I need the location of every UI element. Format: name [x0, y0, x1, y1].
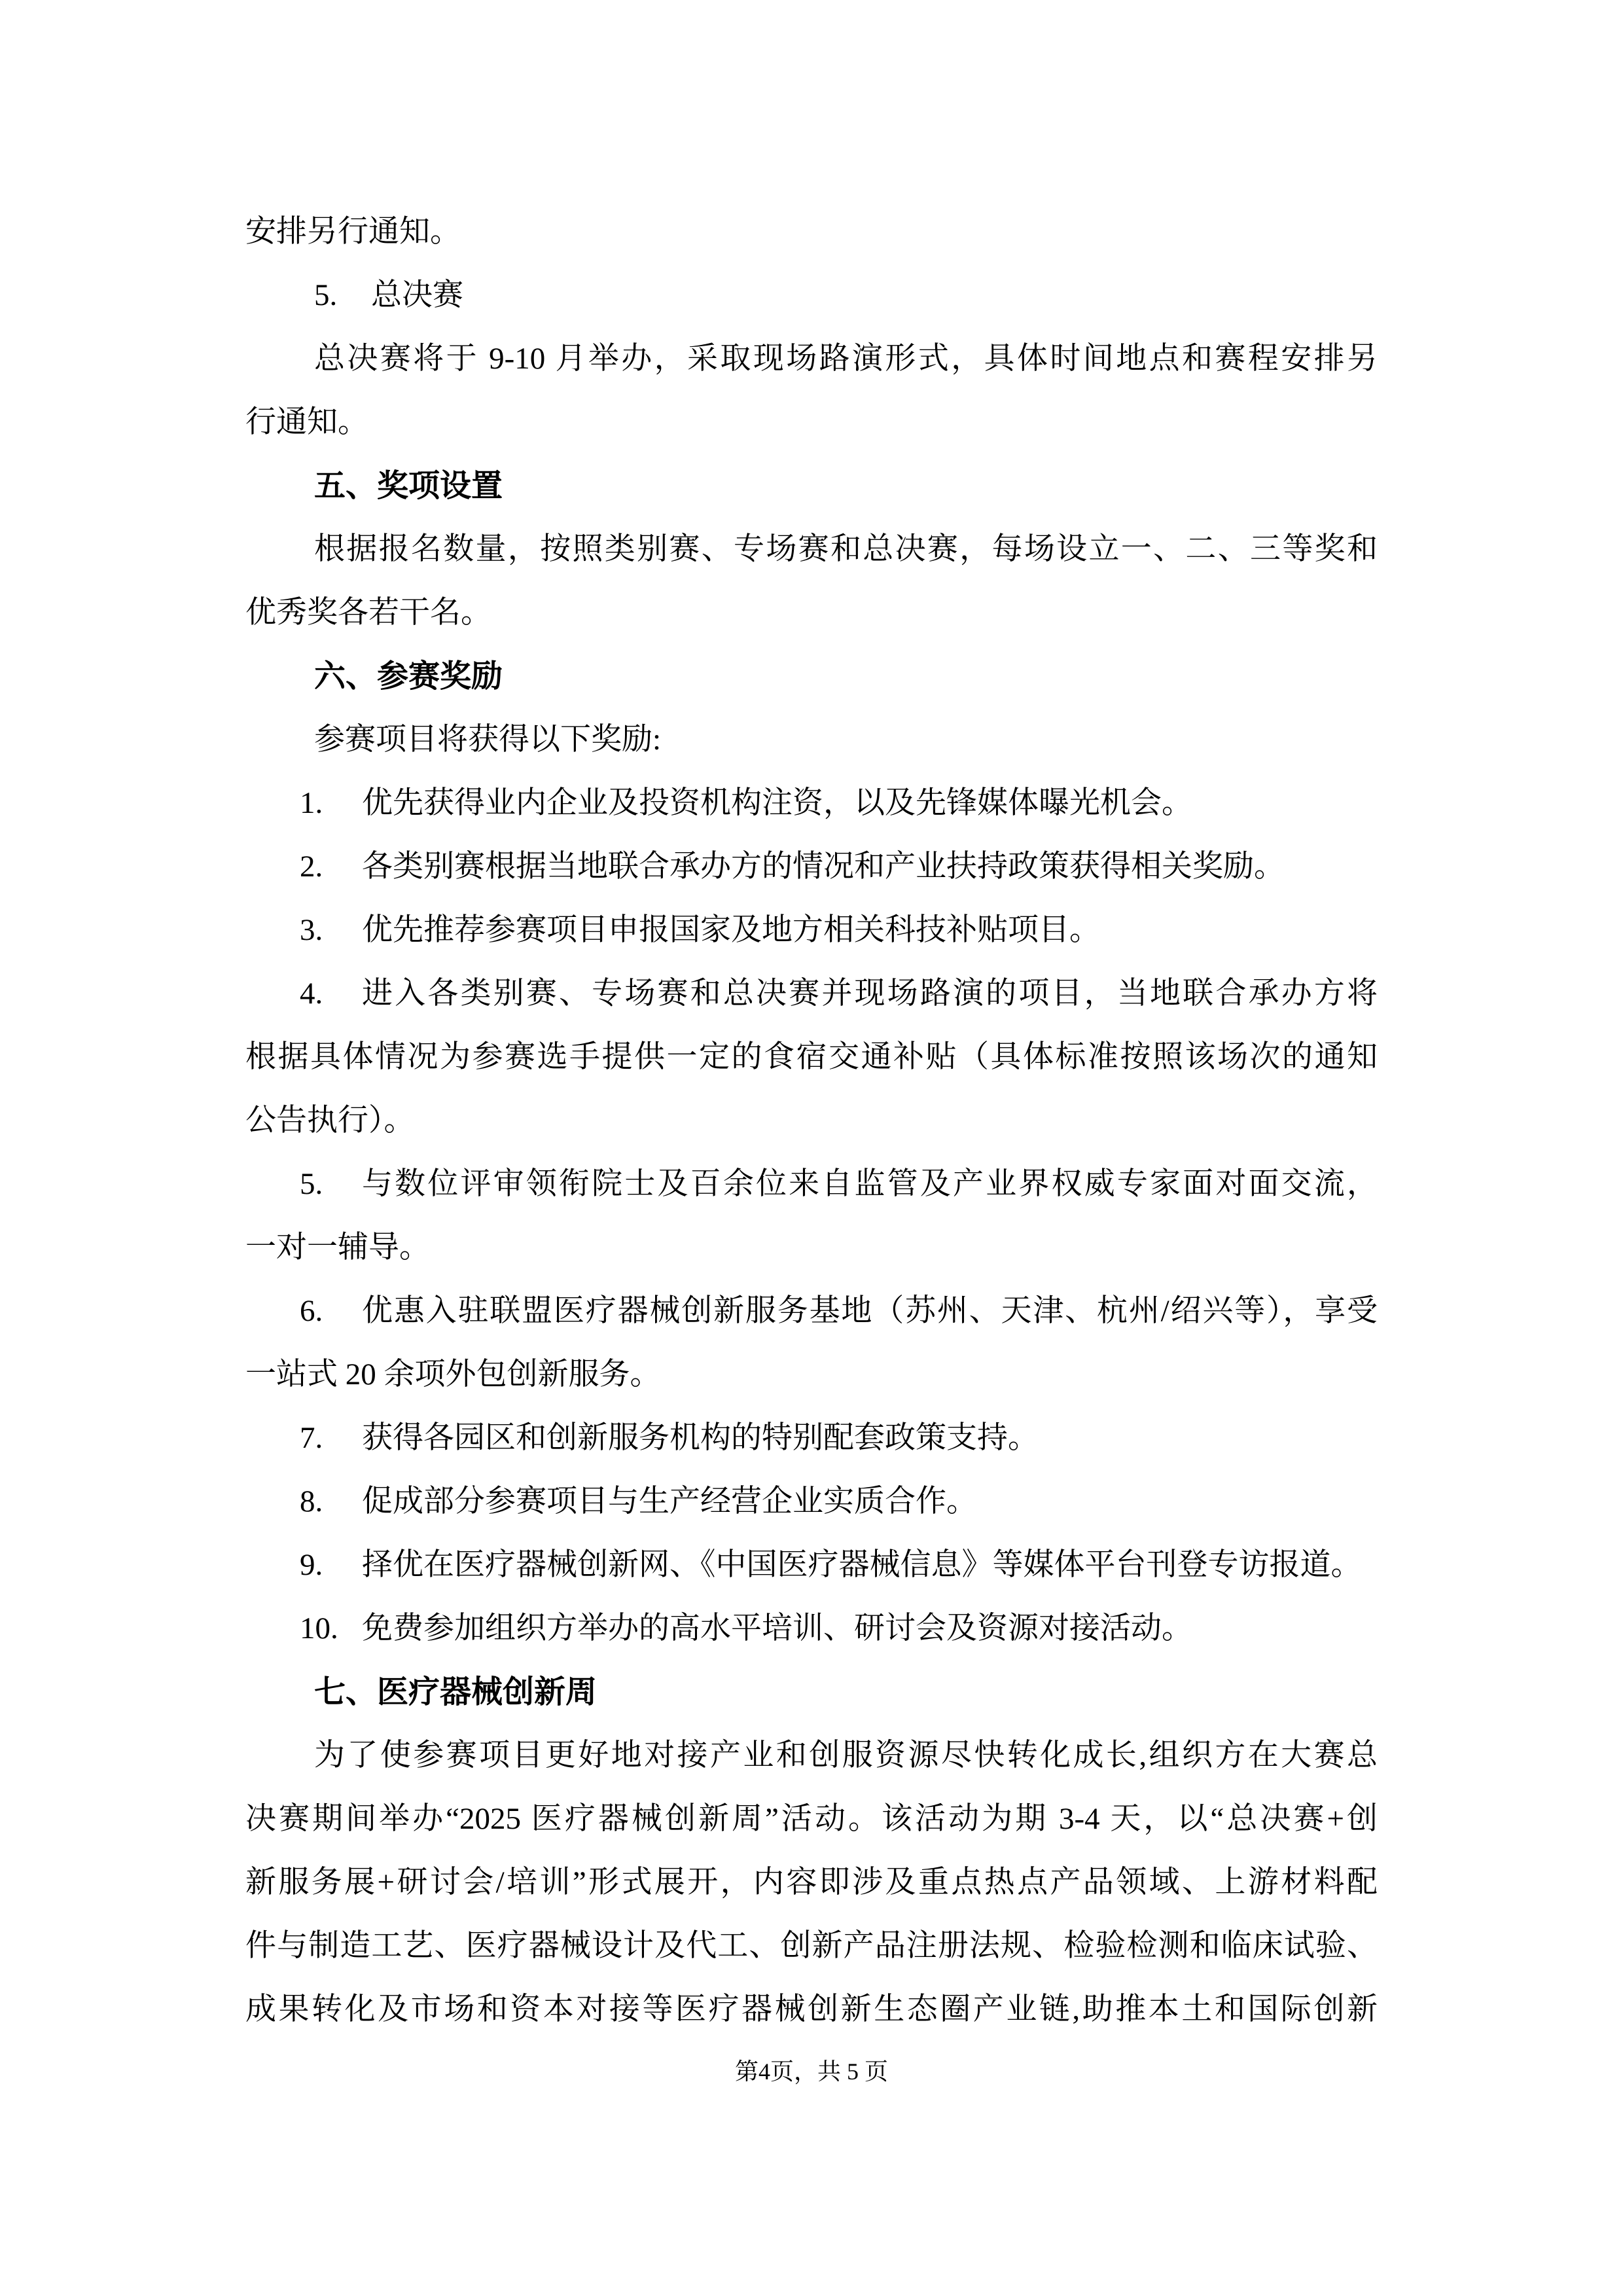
line-text: 与数位评审领衔院士及百余位来自监管及产业界权威专家面对面交流， — [362, 1167, 1378, 1201]
line-text: 优惠入驻联盟医疗器械创新服务基地（苏州、天津、杭州/绍兴等），享受 — [362, 1294, 1378, 1328]
list-number: 5. — [314, 278, 338, 312]
list-number: 3. — [300, 913, 323, 947]
text-line — [245, 1978, 1378, 2041]
text-line — [245, 1343, 1378, 1407]
list-number: 7. — [300, 1421, 323, 1455]
line-text: 成果转化及市场和资本对接等医疗器械创新生态圈产业链,助推本土和国际创新 — [245, 1992, 1378, 2026]
text-line — [245, 1026, 1378, 1089]
text-line — [245, 1787, 1378, 1851]
text-line — [245, 200, 1378, 264]
text-line — [245, 1153, 1378, 1216]
page-footer — [0, 2055, 1623, 2088]
text-line — [245, 1724, 1378, 1787]
text-line — [245, 1914, 1378, 1978]
line-text: 一对一辅导。 — [245, 1230, 430, 1265]
line-text: 一站式 20 余项外包创新服务。 — [245, 1357, 661, 1391]
text-line — [245, 1470, 1378, 1534]
text-line — [245, 1597, 1378, 1660]
list-number: 1. — [300, 786, 323, 820]
list-number: 6. — [300, 1294, 323, 1328]
list-number: 10. — [300, 1611, 338, 1645]
line-text: 新服务展+研讨会/培训”形式展开，内容即涉及重点热点产品领域、上游材料配 — [245, 1865, 1378, 1899]
section-heading — [245, 645, 1378, 708]
line-text: 五、奖项设置 — [314, 469, 503, 503]
list-number: 8. — [300, 1484, 323, 1518]
page-number: 第4页，共 5 页 — [734, 2058, 888, 2085]
line-text: 总决赛 — [371, 278, 463, 312]
line-text: 获得各园区和创新服务机构的特别配套政策支持。 — [362, 1421, 1039, 1455]
text-line — [245, 518, 1378, 581]
section-heading — [245, 454, 1378, 518]
text-line — [245, 899, 1378, 962]
list-number: 5. — [300, 1167, 323, 1201]
line-text: 优先推荐参赛项目申报国家及地方相关科技补贴项目。 — [362, 913, 1100, 947]
list-number: 4. — [300, 977, 323, 1011]
line-text: 根据具体情况为参赛选手提供一定的食宿交通补贴（具体标准按照该场次的通知 — [245, 1040, 1378, 1074]
text-line — [245, 772, 1378, 835]
line-text: 优秀奖各若干名。 — [245, 596, 491, 630]
text-line — [245, 1534, 1378, 1597]
line-text: 择优在医疗器械创新网、《中国医疗器械信息》等媒体平台刊登专访报道。 — [362, 1548, 1362, 1582]
line-text: 为了使参赛项目更好地对接产业和创服资源尽快转化成长,组织方在大赛总 — [314, 1738, 1378, 1772]
section-heading — [245, 1660, 1378, 1724]
text-line — [245, 835, 1378, 899]
line-text: 七、医疗器械创新周 — [314, 1675, 597, 1710]
line-text: 根据报名数量，按照类别赛、专场赛和总决赛，每场设立一、二、三等奖和 — [314, 532, 1378, 566]
text-line — [245, 708, 1378, 772]
line-text: 优先获得业内企业及投资机构注资，以及先锋媒体曝光机会。 — [362, 786, 1192, 820]
line-text: 总决赛将于 9-10 月举办，采取现场路演形式，具体时间地点和赛程安排另 — [314, 342, 1378, 376]
line-text: 进入各类别赛、专场赛和总决赛并现场路演的项目，当地联合承办方将 — [362, 977, 1378, 1011]
line-text: 件与制造工艺、医疗器械设计及代工、创新产品注册法规、检验检测和临床试验、 — [245, 1929, 1378, 1963]
text-line — [245, 1407, 1378, 1470]
text-line — [245, 962, 1378, 1026]
line-text: 公告执行）。 — [245, 1103, 415, 1138]
text-line — [245, 581, 1378, 645]
line-text: 免费参加组织方举办的高水平培训、研讨会及资源对接活动。 — [362, 1611, 1192, 1645]
line-text: 促成部分参赛项目与生产经营企业实质合作。 — [362, 1484, 977, 1518]
text-line — [245, 391, 1378, 454]
line-text: 安排另行通知。 — [245, 215, 461, 249]
text-line — [245, 264, 1378, 327]
line-text: 决赛期间举办“2025 医疗器械创新周”活动。该活动为期 3-4 天，以“总决赛+创 — [245, 1802, 1378, 1836]
text-line — [245, 1851, 1378, 1914]
list-number: 2. — [300, 850, 323, 884]
line-text: 参赛项目将获得以下奖励: — [314, 723, 662, 757]
text-line — [245, 327, 1378, 391]
text-line — [245, 1216, 1378, 1280]
text-line — [245, 1089, 1378, 1153]
line-text: 六、参赛奖励 — [314, 659, 503, 694]
document-body — [245, 200, 1378, 2041]
line-text: 各类别赛根据当地联合承办方的情况和产业扶持政策获得相关奖励。 — [362, 850, 1285, 884]
line-text: 行通知。 — [245, 405, 368, 439]
list-number: 9. — [300, 1548, 323, 1582]
text-line — [245, 1280, 1378, 1343]
